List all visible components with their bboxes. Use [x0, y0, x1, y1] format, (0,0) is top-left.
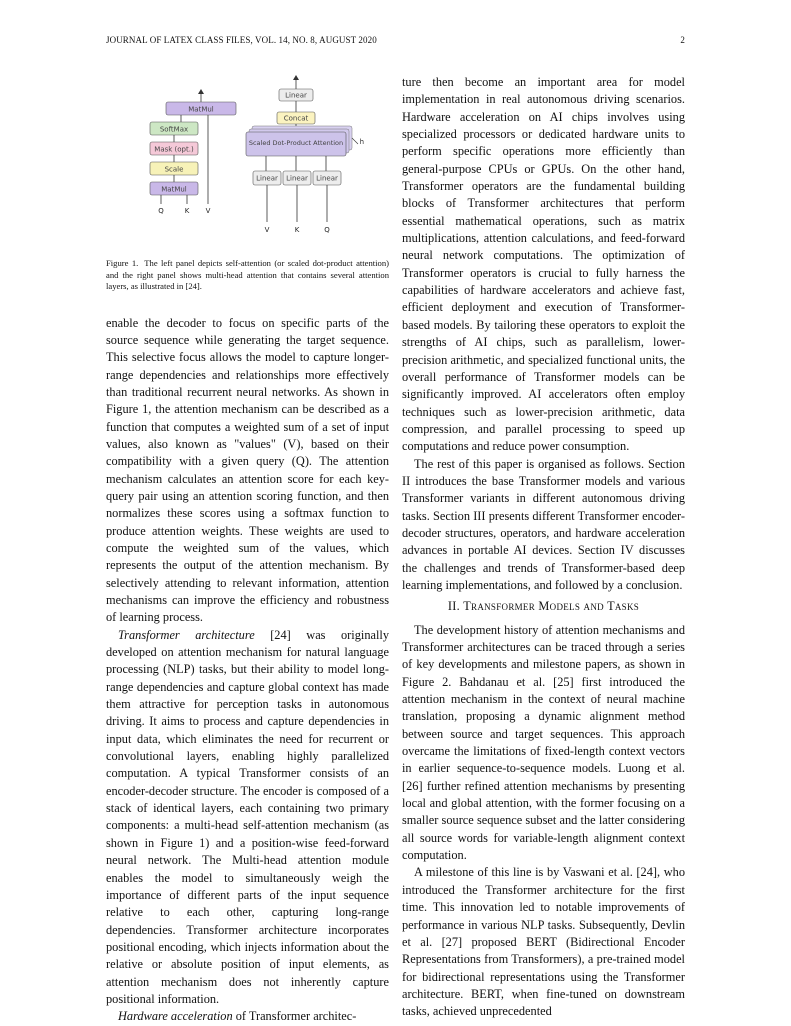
caption-label: Figure 1. [106, 258, 139, 268]
left-column [106, 74, 389, 1026]
linear-q-label: Linear [316, 174, 338, 183]
left-paragraph-3 [106, 1008, 389, 1025]
matmul-label-top: MatMul [188, 105, 214, 114]
right-paragraph-3: The development history of attention mechanisms and Transformer architectures can be traced through a series of key developments and milestone papers, as shown in Figure 2. Bahdanau et al. [25] first introduced the attention mechanism in the context of neural machine translation, proposing a dynamic alignment method between source and target sequences. This approach overcame the limitations of fixed-length context vectors in earlier sequence-to-sequence models. Luong et al. [26] further refined attention mechanisms by presenting local and global attention, with the former focusing on a smaller source sequence subset and the latter considering all source words for variable-length alignment context computation. [402, 622, 685, 863]
input-v-right: V [264, 226, 270, 234]
input-k-left: K [184, 207, 190, 215]
section-title: II. Transformer Models and Tasks [447, 599, 640, 614]
input-v-left: V [205, 207, 211, 215]
right-paragraph-4: A milestone of this line is by Vaswani et al. [24], who introduced the Transformer architecture for the first time. This innovation led to notable improvements of performance in various NLP tasks. Subsequently, Devlin et al. [27] proposed BERT (Bidirectional Encoder Representations from Transformers), a pre-trained model for bidirectional representations using the Transformer architecture. BERT, when fine-tuned on downstream tasks, achieved unprecedented [402, 865, 685, 1019]
linear-k-label: Linear [286, 174, 308, 183]
left-paragraph-1: enable the decoder to focus on specific parts of the source sequence while generating the target sequence. This selective focus allows the model to capture longer-range dependencies and relationships more effectively than traditional recurrent neural networks. As shown in Figure 1, the attention mechanism can be described as a function that computes a weighted sum of a set of input values, also known as "values" (V), based on their compatibility with a given query (Q). The attention mechanism calculates an attention score for each key-query pair using an attention scoring function, and then normalizes these scores using a softmax function to produce attention weights. These weights are used to compute the weighted sum of the values, which represents the output of the attention mechanism. By selectively attending to relevant information, attention mechanisms can improve the efficiency and robustness of learning process. [106, 315, 389, 625]
hardware-acceleration-text: of Transformer architec- [232, 1009, 357, 1024]
hardware-acceleration-lead: Hardware acceleration [118, 1009, 233, 1024]
scale-label: Scale [164, 165, 184, 174]
input-q-right: Q [324, 226, 330, 234]
input-k-right: K [294, 226, 300, 234]
journal-name: JOURNAL OF LATEX CLASS FILES, VOL. 14, NO. 8, AUGUST 2020 [106, 35, 377, 45]
softmax-label: SoftMax [159, 125, 189, 134]
concat-label: Concat [283, 114, 309, 123]
matmul-label-bottom: MatMul [161, 185, 187, 194]
left-paragraph-2 [106, 627, 389, 1009]
figure-1 [106, 74, 389, 254]
linear-top-label: Linear [285, 91, 307, 100]
running-header [106, 35, 685, 49]
attention-diagram [136, 74, 366, 244]
right-column [402, 74, 685, 1021]
scaled-dot-product-panel [150, 89, 236, 215]
attention-label: Scaled Dot-Product Attention [248, 139, 344, 147]
mask-label: Mask (opt.) [154, 145, 194, 154]
linear-v-label: Linear [256, 174, 278, 183]
page-number: 2 [680, 35, 685, 45]
multi-head-panel [246, 75, 364, 234]
transformer-architecture-text: [24] was originally developed on attention mechanism for natural language processing (NLP) tasks, but their ability to model long-range dependencies and capture global context has made them attractive for perception tasks in autonomous driving. It aims to process and capture dependencies in input data, which eliminates the need for recurrent or convolutional layers, enabling highly parallelized computation. A typical Transformer consists of an encoder-decoder structure. The encoder is composed of a stack of identical layers, each containing two primary components: a multi-head self-attention mechanism (as shown in Figure 1) and a position-wise feed-forward neural network. The Multi-head attention module enables the model to simultaneously weigh the importance of different parts of the input sequence relative to each other, capturing long-range dependencies. Transformer architecture incorporates positional encoding, which injects information about the relative or absolute position of input elements, as attention mechanism does not inherently capture positional information. [106, 627, 389, 1006]
input-q-left: Q [158, 207, 164, 215]
right-paragraph-1: ture then become an important area for model implementation in real autonomous driving scenarios. Hardware acceleration on AI chips involves using specialized processors or dedicated hardware units to perform specific operations more efficiently than general-purpose CPUs or GPUs. On the other hand, Transformer operators are the fundamental building blocks of Transformer architectures that perform essential mathematical operations, such as matrix multiplications, attention calculations, and feed-forward neural network computations. The optimization of Transformer operators is crucial to fully harness the capabilities of hardware accelerators and achieve fast, efficient deployment and execution of Transformer-based models. By tailoring these operators to exploit the strengths of AI chips, such as parallelism, lower-precision arithmetic, and specialized functional units, the overall performance of Transformer models can be significantly improved. AI accelerators often employ techniques such as lower-precision arithmetic, data compression, and parallel processing to speed up computations and reduce power consumption. [402, 75, 685, 454]
caption-text: The left panel depicts self-attention (or scaled dot-product attention) and the right panel shows multi-head attention that contains several attention layers, as illustrated in [24]. [106, 258, 390, 291]
transformer-architecture-lead: Transformer architecture [118, 627, 255, 642]
figure-caption [106, 258, 389, 293]
right-paragraph-2: The rest of this paper is organised as follows. Section II introduces the base Transformer models and various Transformer variants in different autonomous driving tasks. Section III presents different Transformer encoder-decoder structures, operators, and hardware acceleration advances in portable AI devices. Section IV discusses the challenges and trends of Transformer-based deep learning implementations, and followed by a conclusion. [402, 456, 685, 592]
heads-label: h [359, 138, 364, 146]
